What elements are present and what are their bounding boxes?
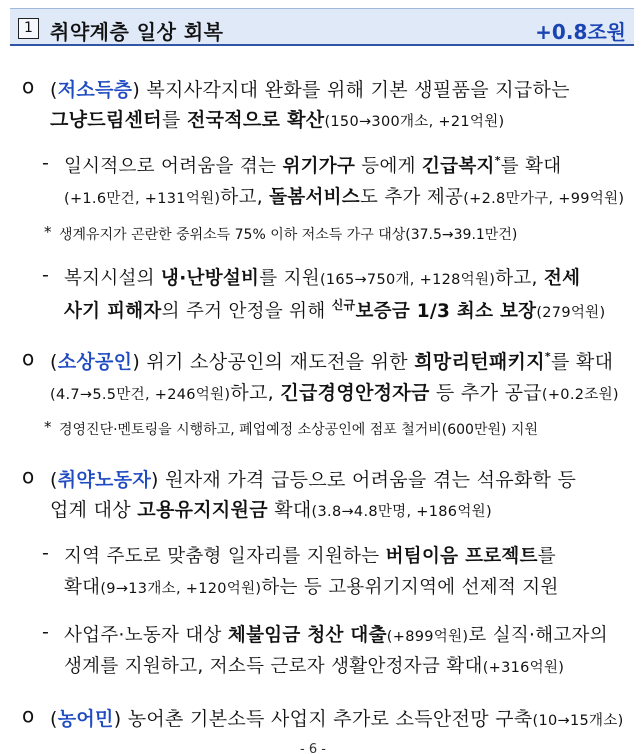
figure-text: (+316억원) (482, 660, 565, 676)
figure-text: (+2.8만가구, +99억원) (463, 191, 625, 207)
paren-close: ) (132, 351, 147, 373)
item-line (50, 378, 619, 405)
text: 의 주거 안정을 위해 (161, 301, 332, 322)
category-label: 농어민 (57, 708, 114, 730)
text: 등에게 (355, 156, 422, 177)
text: 하고, (495, 268, 544, 289)
item-line (50, 347, 613, 374)
bold-text: 긴급경영안정자금 (280, 382, 430, 404)
figure-text: (4.7→5.5만건, +246억원) (50, 387, 231, 403)
figure-text: (10→15개소) (532, 713, 624, 729)
paren-open: ( (50, 469, 58, 491)
text: 를 (537, 546, 556, 567)
text: 업계 대상 (50, 499, 138, 521)
footnote-text: 생계유지가 곤란한 중위소득 75% 이하 저소득 가구 대상(37.5→39.1만건) (59, 227, 518, 243)
text: 사업주·노동자 대상 (64, 625, 228, 646)
text: 도 추가 제공 (359, 187, 464, 208)
dash-bullet: - (42, 264, 49, 286)
text: 복지사각지대 완화를 위해 기본 생필품을 지급하는 (146, 79, 570, 101)
text: 확대 (267, 499, 312, 521)
figure-text: (+1.6만건, +131억원) (64, 191, 221, 207)
bold-text: 냉·난방설비 (161, 268, 260, 289)
bold-text: 긴급복지 (422, 156, 495, 177)
text: 를 지원 (259, 268, 320, 289)
item-line (64, 152, 561, 178)
figure-text: (279억원) (536, 305, 606, 321)
page-number: - 6 - (300, 742, 326, 754)
circle-bullet: ο (22, 346, 35, 370)
item-line (50, 105, 505, 132)
section-amount: +0.8조원 (535, 20, 626, 44)
figure-text: (165→750개, +128억원) (319, 272, 496, 288)
section-number: 1 (18, 18, 39, 39)
text: 복지시설의 (64, 268, 162, 289)
item-line (64, 264, 580, 290)
item-line (50, 495, 492, 522)
text: 일시적으로 어려움을 겪는 (64, 156, 283, 177)
bold-text: 전세 (543, 268, 581, 289)
bold-text: 돌봄서비스 (269, 187, 360, 208)
paren-close: ) (151, 469, 166, 491)
bold-text: 체불임금 청산 대출 (227, 625, 387, 646)
item-line (64, 621, 608, 647)
item-line (50, 75, 570, 102)
text: 를 (161, 109, 187, 131)
paren-close: ) (113, 708, 128, 730)
text: 하고, (220, 187, 270, 208)
dash-bullet: - (42, 621, 49, 643)
bold-text: 전국적으로 확산 (186, 109, 325, 131)
text: 위기 소상공인의 재도전을 위한 (146, 351, 415, 373)
text: 확대 (64, 577, 101, 598)
text: 하는 등 고용위기지역에 선제적 지원 (261, 577, 559, 598)
item-line (64, 652, 564, 678)
figure-text: (+899억원) (386, 629, 469, 645)
item-line (64, 183, 624, 209)
item-line (64, 542, 556, 568)
paren-open: ( (50, 351, 58, 373)
category-label: 소상공인 (57, 351, 133, 373)
text: 로 실직·해고자의 (468, 625, 608, 646)
text: 농어촌 기본소득 사업지 추가로 소득안전망 구축 (127, 708, 533, 730)
paren-open: ( (50, 708, 58, 730)
text: 를 확대 (550, 351, 614, 373)
category-label: 취약노동자 (57, 469, 151, 491)
bold-text: 버팀이음 프로젝트 (385, 546, 538, 567)
figure-text: (3.8→4.8만명, +186억원) (311, 504, 492, 520)
paren-close: ) (132, 79, 147, 101)
figure-text: (150→300개소, +21억원) (324, 114, 505, 130)
dash-bullet: - (42, 542, 49, 564)
item-line (50, 704, 624, 731)
figure-text: (+0.2조원) (541, 387, 619, 403)
bold-text: 위기가구 (282, 156, 356, 177)
text: 원자재 가격 급등으로 어려움을 겪는 석유화학 등 (165, 469, 577, 491)
footnote-mark: * (494, 154, 501, 167)
circle-bullet: ο (22, 703, 35, 727)
footnote-mark: * (544, 350, 551, 363)
category-label: 저소득층 (57, 79, 133, 101)
text: 등 추가 공급 (429, 382, 542, 404)
text: 생계를 지원하고, 저소득 근로자 생활안정자금 확대 (64, 656, 483, 677)
bold-text: 보증금 1/3 최소 보장 (355, 301, 537, 322)
item-line (64, 296, 605, 323)
figure-text: (9→13개소, +120억원) (100, 581, 262, 597)
star-bullet: * (44, 418, 52, 436)
star-bullet: * (44, 223, 52, 241)
text: 지역 주도로 맞춤형 일자리를 지원하는 (64, 546, 386, 567)
text: 를 확대 (500, 156, 562, 177)
new-tag: 신규 (331, 298, 356, 312)
paren-open: ( (50, 79, 58, 101)
bold-text: 희망리턴패키지 (414, 351, 545, 373)
bold-text: 그냥드림센터 (50, 109, 162, 131)
circle-bullet: ο (22, 74, 35, 98)
text: 하고, (230, 382, 281, 404)
item-line (64, 573, 559, 599)
footnote-text: 경영진단·멘토링을 시행하고, 폐업예정 소상공인에 점포 철거비(600만원) 지원 (59, 422, 538, 438)
section-title: 취약계층 일상 회복 (50, 20, 224, 44)
bold-text: 고용유지지원금 (137, 499, 268, 521)
circle-bullet: ο (22, 464, 35, 488)
section-header (10, 8, 634, 46)
bold-text: 사기 피해자 (64, 301, 162, 322)
dash-bullet: - (42, 152, 49, 174)
item-line (50, 465, 576, 492)
